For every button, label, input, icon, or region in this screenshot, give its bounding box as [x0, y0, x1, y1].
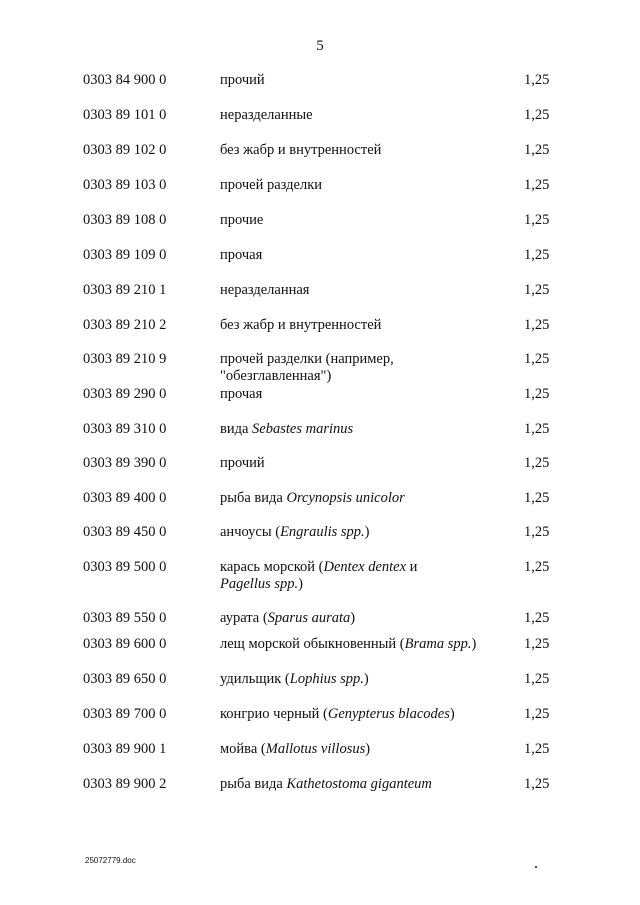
row-description: вида Sebastes marinus — [220, 421, 354, 437]
row-code: 0303 89 400 0 — [83, 490, 167, 506]
row-description: рыба вида Kathetostoma giganteum — [220, 776, 432, 792]
row-rate: 1,25 — [524, 212, 550, 228]
row-rate: 1,25 — [524, 490, 550, 506]
row-description: лещ морской обыкновенный (Brama spp.) — [220, 636, 477, 652]
row-rate: 1,25 — [524, 386, 550, 402]
row-code: 0303 89 700 0 — [83, 706, 167, 722]
row-code: 0303 89 650 0 — [83, 671, 167, 687]
page-mark — [535, 866, 537, 868]
row-description: мойва (Mallotus villosus) — [220, 741, 371, 757]
row-description: без жабр и внутренностей — [220, 142, 382, 158]
row-rate: 1,25 — [524, 421, 550, 437]
row-description: рыба вида Orcynopsis unicolor — [220, 490, 405, 506]
row-code: 0303 89 550 0 — [83, 610, 167, 626]
row-rate: 1,25 — [524, 610, 550, 626]
row-description: прочий — [220, 455, 265, 471]
row-description: прочей разделки (например, "обезглавленная") — [220, 351, 394, 384]
row-code: 0303 89 102 0 — [83, 142, 167, 158]
row-code: 0303 89 103 0 — [83, 177, 167, 193]
row-rate: 1,25 — [524, 282, 550, 298]
row-rate: 1,25 — [524, 107, 550, 123]
row-code: 0303 89 900 2 — [83, 776, 167, 792]
row-code: 0303 89 390 0 — [83, 455, 167, 471]
row-description: без жабр и внутренностей — [220, 317, 382, 333]
row-description: прочая — [220, 386, 263, 402]
row-rate: 1,25 — [524, 247, 550, 263]
row-code: 0303 89 108 0 — [83, 212, 167, 228]
row-code: 0303 89 900 1 — [83, 741, 167, 757]
document-filename: 25072779.doc — [85, 856, 136, 865]
row-code: 0303 89 450 0 — [83, 524, 167, 540]
row-code: 0303 89 109 0 — [83, 247, 167, 263]
row-description: удильщик (Lophius spp.) — [220, 671, 369, 687]
row-code: 0303 89 101 0 — [83, 107, 167, 123]
row-description: конгрио черный (Genypterus blacodes) — [220, 706, 455, 722]
row-code: 0303 89 310 0 — [83, 421, 167, 437]
row-code: 0303 89 210 9 — [83, 351, 167, 367]
row-rate: 1,25 — [524, 455, 550, 471]
row-rate: 1,25 — [524, 177, 550, 193]
row-code: 0303 89 600 0 — [83, 636, 167, 652]
row-rate: 1,25 — [524, 142, 550, 158]
row-rate: 1,25 — [524, 351, 550, 367]
row-rate: 1,25 — [524, 559, 550, 575]
row-rate: 1,25 — [524, 636, 550, 652]
row-description: прочая — [220, 247, 263, 263]
row-description: прочий — [220, 72, 265, 88]
row-description: карась морской (Dentex dentex и Pagellus spp.) — [220, 559, 418, 592]
row-description: неразделанная — [220, 282, 310, 298]
row-description: анчоусы (Engraulis spp.) — [220, 524, 370, 540]
row-code: 0303 84 900 0 — [83, 72, 167, 88]
row-description: прочие — [220, 212, 264, 228]
row-code: 0303 89 290 0 — [83, 386, 167, 402]
row-rate: 1,25 — [524, 72, 550, 88]
row-rate: 1,25 — [524, 741, 550, 757]
row-code: 0303 89 210 1 — [83, 282, 167, 298]
row-description: прочей разделки — [220, 177, 323, 193]
row-rate: 1,25 — [524, 317, 550, 333]
row-code: 0303 89 500 0 — [83, 559, 167, 575]
row-rate: 1,25 — [524, 671, 550, 687]
row-description: аурата (Sparus aurata) — [220, 610, 356, 626]
page-number: 5 — [316, 38, 324, 54]
row-code: 0303 89 210 2 — [83, 317, 167, 333]
row-description: неразделанные — [220, 107, 313, 123]
row-rate: 1,25 — [524, 524, 550, 540]
row-rate: 1,25 — [524, 776, 550, 792]
row-rate: 1,25 — [524, 706, 550, 722]
